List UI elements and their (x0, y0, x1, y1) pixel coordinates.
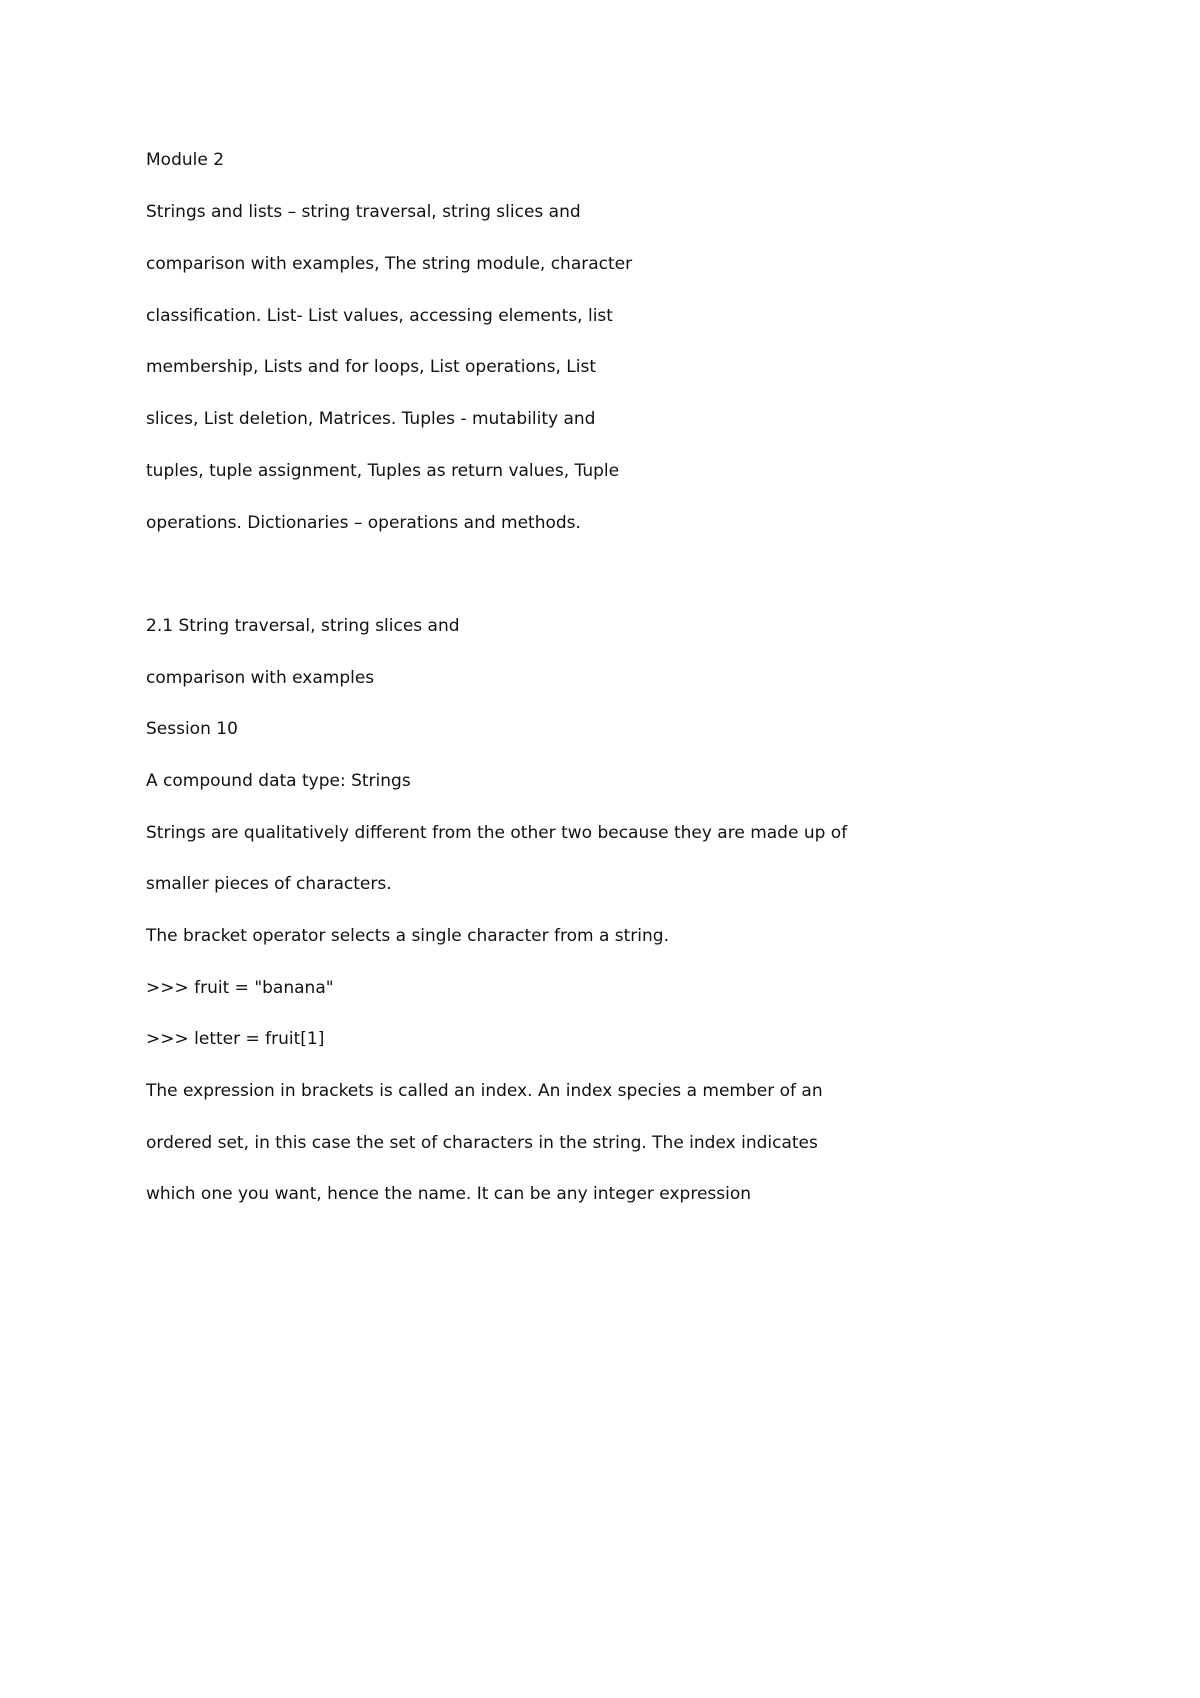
section-heading-line-1: 2.1 String traversal, string slices and (146, 616, 460, 636)
code-line-2: >>> letter = fruit[1] (146, 1029, 325, 1049)
paragraph-line-4: The expression in brackets is called an index. An index species a member of an (146, 1081, 823, 1101)
paragraph-line-5: ordered set, in this case the set of characters in the string. The index indicates (146, 1133, 818, 1153)
section-heading-line-2: comparison with examples (146, 668, 375, 688)
paragraph-line-3: The bracket operator selects a single character from a string. (146, 926, 669, 946)
paragraph-line-1: Strings are qualitatively different from the other two because they are made up of (146, 823, 848, 843)
syllabus-line-2: comparison with examples, The string module, character (146, 254, 633, 274)
module-heading: Module 2 (146, 150, 225, 170)
syllabus-line-7: operations. Dictionaries – operations and methods. (146, 513, 581, 533)
syllabus-line-6: tuples, tuple assignment, Tuples as return values, Tuple (146, 461, 620, 481)
paragraph-line-2: smaller pieces of characters. (146, 874, 392, 894)
paragraph-line-6: which one you want, hence the name. It can be any integer expression (146, 1184, 752, 1204)
session-label: Session 10 (146, 719, 238, 739)
subheading: A compound data type: Strings (146, 771, 411, 791)
syllabus-line-1: Strings and lists – string traversal, string slices and (146, 202, 581, 222)
syllabus-line-5: slices, List deletion, Matrices. Tuples - mutability and (146, 409, 596, 429)
code-line-1: >>> fruit = "banana" (146, 978, 334, 998)
syllabus-line-3: classification. List- List values, accessing elements, list (146, 306, 613, 326)
syllabus-line-4: membership, Lists and for loops, List operations, List (146, 357, 597, 377)
